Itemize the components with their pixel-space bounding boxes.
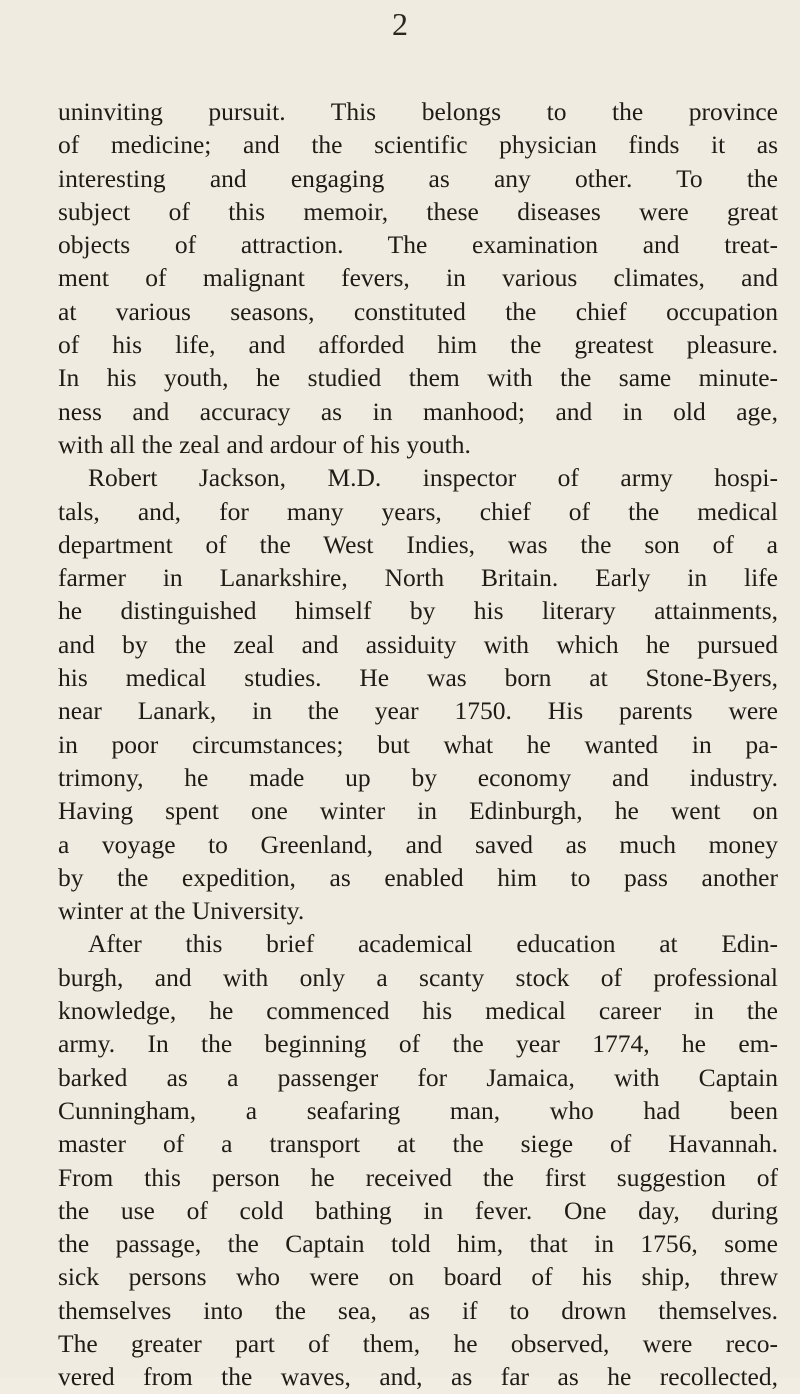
text-line: in poor circumstances; but what he wanted in pa-: [58, 729, 778, 759]
text-line: the use of cold bathing in fever. One day, during: [58, 1195, 778, 1225]
text-line: near Lanark, in the year 1750. His parents were: [58, 696, 778, 726]
text-line: master of a transport at the siege of Havannah.: [58, 1129, 778, 1159]
text-line: the passage, the Captain told him, that in 1756, some: [58, 1229, 778, 1259]
text-line: burgh, and with only a scanty stock of professional: [58, 962, 778, 992]
text-line: In his youth, he studied them with the same minute-: [58, 363, 778, 393]
text-line: tals, and, for many years, chief of the medical: [58, 496, 778, 526]
text-line: ment of malignant fevers, in various climates, and: [58, 263, 778, 293]
text-line: trimony, he made up by economy and industry.: [58, 762, 778, 792]
text-line: ness and accuracy as in manhood; and in old age,: [58, 396, 778, 426]
text-line: a voyage to Greenland, and saved as much money: [58, 829, 778, 859]
text-line: by the expedition, as enabled him to pass another: [58, 862, 778, 892]
text-line: The greater part of them, he observed, were reco-: [58, 1328, 778, 1358]
text-line: his medical studies. He was born at Stone-Byers,: [58, 663, 778, 693]
text-line: vered from the waves, and, as far as he recollected,: [58, 1362, 778, 1392]
text-line: Robert Jackson, M.D. inspector of army hospi-: [88, 463, 778, 493]
text-line: barked as a passenger for Jamaica, with Captain: [58, 1062, 778, 1092]
text-line: themselves into the sea, as if to drown themselves.: [58, 1295, 778, 1325]
text-line: of medicine; and the scientific physician finds it as: [58, 130, 778, 160]
text-line: he distinguished himself by his literary attainments,: [58, 596, 778, 626]
text-line: of his life, and afforded him the greatest pleasure.: [58, 330, 778, 360]
text-line: army. In the beginning of the year 1774, he em-: [58, 1029, 778, 1059]
text-line: with all the zeal and ardour of his youth.: [58, 429, 471, 459]
text-line: From this person he received the first suggestion of: [58, 1162, 778, 1192]
page-number: 2: [392, 6, 408, 42]
text-line: Cunningham, a seafaring man, who had been: [58, 1095, 778, 1125]
text-line: interesting and engaging as any other. To the: [58, 163, 778, 193]
text-line: subject of this memoir, these diseases were great: [58, 196, 778, 226]
text-line: objects of attraction. The examination and treat-: [58, 230, 778, 260]
text-line: uninviting pursuit. This belongs to the province: [58, 97, 778, 126]
text-line: Having spent one winter in Edinburgh, he went on: [58, 796, 778, 826]
body-text: [58, 95, 778, 1394]
text-line: farmer in Lanarkshire, North Britain. Early in life: [58, 563, 778, 593]
text-line: department of the West Indies, was the son of a: [58, 529, 778, 559]
text-line: and by the zeal and assiduity with which he pursued: [58, 629, 778, 659]
text-line: at various seasons, constituted the chief occupation: [58, 296, 778, 326]
text-line: winter at the University.: [58, 896, 305, 926]
text-line: knowledge, he commenced his medical career in the: [58, 996, 778, 1026]
text-line: sick persons who were on board of his ship, threw: [58, 1262, 778, 1292]
text-line: After this brief academical education at Edin-: [88, 929, 778, 959]
